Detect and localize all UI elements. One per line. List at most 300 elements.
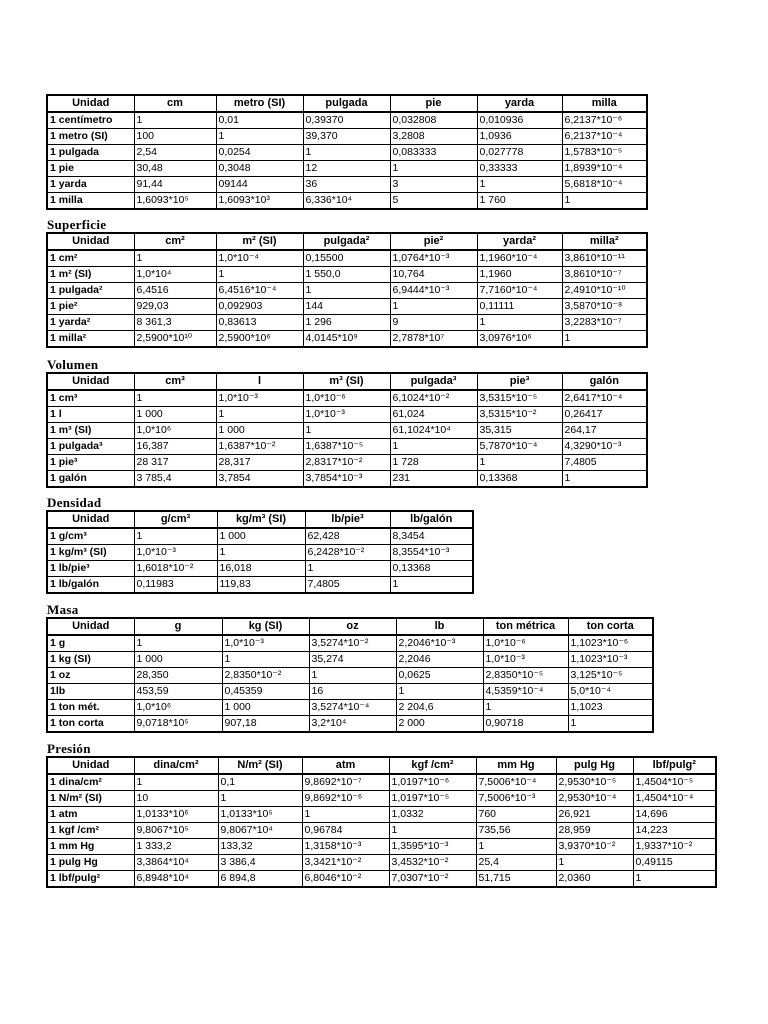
table-cell: 5 — [390, 193, 477, 210]
column-header: ton métrica — [483, 618, 568, 635]
table-cell: 1,0*10⁻⁶ — [303, 390, 390, 407]
column-header: kg/m³ (SI) — [217, 511, 305, 528]
column-header: galón — [562, 373, 647, 390]
table-cell: 14,223 — [633, 823, 716, 839]
table-row — [47, 283, 647, 299]
table-cell: 1,0764*10⁻³ — [390, 250, 477, 267]
table-cell: 1,0*10⁻³ — [303, 407, 390, 423]
table-cell: 7,0307*10⁻² — [389, 871, 476, 888]
row-label: 1 pulg Hg — [47, 855, 134, 871]
table-row — [47, 652, 653, 668]
table-cell: 1 — [483, 700, 568, 716]
table-cell: 1 — [134, 390, 216, 407]
table-row — [47, 700, 653, 716]
table-cell: 1,6093*10³ — [216, 193, 303, 210]
column-header: milla — [562, 95, 647, 112]
table-cell: 0,032808 — [390, 112, 477, 129]
row-label: 1 pulgada³ — [47, 439, 134, 455]
table-cell: 7,5006*10⁻³ — [476, 791, 556, 807]
table-cell: 16,018 — [217, 561, 305, 577]
column-header: g/cm³ — [134, 511, 217, 528]
table-cell: 2,0360 — [556, 871, 633, 888]
column-header: kgf /cm² — [389, 757, 476, 774]
table-cell: 3,7854*10⁻³ — [303, 471, 390, 488]
table-cell: 1,0*10⁻⁴ — [216, 250, 303, 267]
table-cell: 2,8317*10⁻² — [303, 455, 390, 471]
column-header: cm² — [134, 233, 216, 250]
table-cell: 14,696 — [633, 807, 716, 823]
column-header: milla² — [562, 233, 647, 250]
table-row — [47, 407, 647, 423]
row-label: 1 galón — [47, 471, 134, 488]
table-cell: 100 — [134, 129, 216, 145]
column-header: lb/galón — [390, 511, 473, 528]
table-cell: 3,4532*10⁻² — [389, 855, 476, 871]
table-row — [47, 423, 647, 439]
table-cell: 0,13368 — [390, 561, 473, 577]
section-longitud — [46, 94, 648, 210]
section-densidad — [46, 496, 474, 594]
table-row — [47, 855, 716, 871]
row-label: 1 m² (SI) — [47, 267, 134, 283]
table-cell: 30,48 — [134, 161, 216, 177]
table-cell: 6,2428*10⁻² — [305, 545, 390, 561]
table-cell: 8 361,3 — [134, 315, 216, 331]
table-row — [47, 684, 653, 700]
table-cell: 0,13368 — [477, 471, 562, 488]
row-label: 1 lb/galón — [47, 577, 134, 594]
table-cell: 1,0*10⁴ — [134, 267, 216, 283]
column-header: g — [134, 618, 222, 635]
table-cell: 3,0976*10⁶ — [477, 331, 562, 348]
table-cell: 1,0*10⁻³ — [222, 635, 309, 652]
row-label: 1 cm² — [47, 250, 134, 267]
table-cell: 4,0145*10⁹ — [303, 331, 390, 348]
table-row — [47, 250, 647, 267]
row-label: 1 l — [47, 407, 134, 423]
table-cell: 7,7160*10⁻⁴ — [477, 283, 562, 299]
table-cell: 1 — [390, 577, 473, 594]
table-cell: 1 — [562, 193, 647, 210]
table-row — [47, 668, 653, 684]
table-cell: 2,5900*10⁶ — [216, 331, 303, 348]
table-cell: 0,0254 — [216, 145, 303, 161]
header-row — [47, 511, 473, 528]
table-cell: 1,6093*10⁵ — [134, 193, 216, 210]
column-header: m² (SI) — [216, 233, 303, 250]
table-cell: 1 000 — [217, 528, 305, 545]
table-cell: 1,8939*10⁻⁴ — [562, 161, 647, 177]
table-cell: 0,26417 — [562, 407, 647, 423]
table-cell: 2,9530*10⁻⁵ — [556, 774, 633, 791]
table-cell: 1 — [477, 455, 562, 471]
table-cell: 1 — [302, 807, 389, 823]
table-cell: 10,764 — [390, 267, 477, 283]
table-row — [47, 390, 647, 407]
table-row — [47, 455, 647, 471]
table-cell: 1 — [216, 129, 303, 145]
table-cell: 3,125*10⁻⁵ — [568, 668, 653, 684]
table-cell: 1,1023*10⁻⁶ — [568, 635, 653, 652]
table-cell: 0,96784 — [302, 823, 389, 839]
table-cell: 3,3864*10⁴ — [134, 855, 218, 871]
row-label: 1 centímetro — [47, 112, 134, 129]
table-cell: 3,2283*10⁻⁷ — [562, 315, 647, 331]
table-cell: 3,8610*10⁻⁷ — [562, 267, 647, 283]
table-cell: 1 — [134, 112, 216, 129]
table-cell: 1 — [303, 145, 390, 161]
table-cell: 1 — [216, 267, 303, 283]
table-cell: 1 — [390, 161, 477, 177]
column-header: pie³ — [477, 373, 562, 390]
section-title: Volumen — [47, 357, 99, 372]
table-cell: 1,0133*10⁶ — [134, 807, 218, 823]
table-row — [47, 716, 653, 733]
table-cell: 1,0936 — [477, 129, 562, 145]
table-row — [47, 177, 647, 193]
table-cell: 0,092903 — [216, 299, 303, 315]
table-cell: 26,921 — [556, 807, 633, 823]
table-cell: 09144 — [216, 177, 303, 193]
table-cell: 6,4516*10⁻⁴ — [216, 283, 303, 299]
table-cell: 1,0*10⁻³ — [216, 390, 303, 407]
column-header: pie² — [390, 233, 477, 250]
table-row — [47, 193, 647, 210]
table-cell: 6,9444*10⁻³ — [390, 283, 477, 299]
table-row — [47, 635, 653, 652]
table-cell: 1 — [389, 823, 476, 839]
table-row — [47, 267, 647, 283]
column-header: pie — [390, 95, 477, 112]
table-cell: 1 — [556, 855, 633, 871]
section-title: Densidad — [47, 495, 102, 510]
table-row — [47, 823, 716, 839]
row-label: 1 lb/pie³ — [47, 561, 134, 577]
conversion-table — [46, 756, 717, 888]
column-header: Unidad — [47, 95, 134, 112]
header-row — [47, 618, 653, 635]
table-row — [47, 331, 647, 348]
column-header: pulgada — [303, 95, 390, 112]
table-cell: 5,0*10⁻⁴ — [568, 684, 653, 700]
table-row — [47, 145, 647, 161]
table-cell: 1 — [222, 652, 309, 668]
conversion-table — [46, 617, 654, 733]
table-cell: 1,0133*10⁵ — [218, 807, 302, 823]
table-cell: 1 — [562, 331, 647, 348]
table-row — [47, 471, 647, 488]
table-cell: 2,54 — [134, 145, 216, 161]
row-label: 1 atm — [47, 807, 134, 823]
table-cell: 6,2137*10⁻⁶ — [562, 112, 647, 129]
column-header: yarda² — [477, 233, 562, 250]
table-cell: 1 333,2 — [134, 839, 218, 855]
table-cell: 0,39370 — [303, 112, 390, 129]
table-cell: 3,2*10⁴ — [309, 716, 396, 733]
table-cell: 1 — [134, 774, 218, 791]
table-cell: 3,5315*10⁻⁵ — [477, 390, 562, 407]
table-cell: 1 — [562, 471, 647, 488]
table-cell: 907,18 — [222, 716, 309, 733]
table-cell: 3,7854 — [216, 471, 303, 488]
table-cell: 1 000 — [134, 407, 216, 423]
row-label: 1lb — [47, 684, 134, 700]
table-cell: 0,83613 — [216, 315, 303, 331]
table-cell: 3 386,4 — [218, 855, 302, 871]
table-cell: 2 204,6 — [396, 700, 483, 716]
row-label: 1 pie² — [47, 299, 134, 315]
table-row — [47, 439, 647, 455]
table-cell: 0,010936 — [477, 112, 562, 129]
table-cell: 119,83 — [217, 577, 305, 594]
row-label: 1 yarda² — [47, 315, 134, 331]
table-cell: 16 — [309, 684, 396, 700]
table-cell: 3,5274*10⁻⁴ — [309, 700, 396, 716]
table-cell: 39,370 — [303, 129, 390, 145]
column-header: l — [216, 373, 303, 390]
table-cell: 1,6387*10⁻⁵ — [303, 439, 390, 455]
table-cell: 760 — [476, 807, 556, 823]
table-cell: 1,0197*10⁻⁶ — [389, 774, 476, 791]
table-row — [47, 129, 647, 145]
table-cell: 16,387 — [134, 439, 216, 455]
table-cell: 62,428 — [305, 528, 390, 545]
table-cell: 28,317 — [216, 455, 303, 471]
table-cell: 453,59 — [134, 684, 222, 700]
table-row — [47, 561, 473, 577]
table-cell: 1 000 — [216, 423, 303, 439]
table-cell: 3,5274*10⁻² — [309, 635, 396, 652]
column-header: metro (SI) — [216, 95, 303, 112]
column-header: N/m² (SI) — [218, 757, 302, 774]
table-cell: 6,8046*10⁻² — [302, 871, 389, 888]
table-cell: 1 — [477, 177, 562, 193]
column-header: Unidad — [47, 373, 134, 390]
table-row — [47, 774, 716, 791]
table-cell: 1,4504*10⁻⁵ — [633, 774, 716, 791]
row-label: 1 pulgada — [47, 145, 134, 161]
table-cell: 1,5783*10⁻⁵ — [562, 145, 647, 161]
table-cell: 1 296 — [303, 315, 390, 331]
table-cell: 7,5006*10⁻⁴ — [476, 774, 556, 791]
column-header: cm — [134, 95, 216, 112]
table-cell: 1,0*10⁶ — [134, 423, 216, 439]
table-cell: 2,6417*10⁻⁴ — [562, 390, 647, 407]
row-label: 1 pie³ — [47, 455, 134, 471]
table-row — [47, 807, 716, 823]
table-cell: 0,1 — [218, 774, 302, 791]
table-cell: 1,4504*10⁻⁴ — [633, 791, 716, 807]
table-cell: 8,3554*10⁻³ — [390, 545, 473, 561]
column-header: lb — [396, 618, 483, 635]
table-row — [47, 112, 647, 129]
table-cell: 1 — [217, 545, 305, 561]
row-label: 1 N/m² (SI) — [47, 791, 134, 807]
table-cell: 1 728 — [390, 455, 477, 471]
table-cell: 9,8067*10⁴ — [218, 823, 302, 839]
row-label: 1 g — [47, 635, 134, 652]
table-cell: 1 — [309, 668, 396, 684]
table-cell: 2,9530*10⁻⁴ — [556, 791, 633, 807]
table-cell: 9,8067*10⁵ — [134, 823, 218, 839]
column-header: pulg Hg — [556, 757, 633, 774]
table-row — [47, 161, 647, 177]
header-row — [47, 233, 647, 250]
row-label: 1 pulgada² — [47, 283, 134, 299]
row-label: 1 milla — [47, 193, 134, 210]
table-cell: 1,9337*10⁻² — [633, 839, 716, 855]
table-cell: 28,959 — [556, 823, 633, 839]
table-row — [47, 871, 716, 888]
table-cell: 9,0718*10⁵ — [134, 716, 222, 733]
conversion-table — [46, 232, 648, 348]
column-header: Unidad — [47, 757, 134, 774]
table-cell: 144 — [303, 299, 390, 315]
table-cell: 1 — [216, 407, 303, 423]
table-cell: 2,2046*10⁻³ — [396, 635, 483, 652]
table-cell: 0,49115 — [633, 855, 716, 871]
table-cell: 51,715 — [476, 871, 556, 888]
table-cell: 1,1960*10⁻⁴ — [477, 250, 562, 267]
table-cell: 0,01 — [216, 112, 303, 129]
section-presion — [46, 742, 717, 888]
table-cell: 3,5315*10⁻² — [477, 407, 562, 423]
table-cell: 3,8610*10⁻¹¹ — [562, 250, 647, 267]
table-cell: 1,0*10⁻⁶ — [483, 635, 568, 652]
row-label: 1 lbf/pulg² — [47, 871, 134, 888]
table-cell: 2 000 — [396, 716, 483, 733]
table-cell: 0,027778 — [477, 145, 562, 161]
table-cell: 35,315 — [477, 423, 562, 439]
column-header: yarda — [477, 95, 562, 112]
table-cell: 61,024 — [390, 407, 477, 423]
table-cell: 2,4910*10⁻¹⁰ — [562, 283, 647, 299]
column-header: cm³ — [134, 373, 216, 390]
row-label: 1 cm³ — [47, 390, 134, 407]
row-label: 1 pie — [47, 161, 134, 177]
row-label: 1 milla² — [47, 331, 134, 348]
row-label: 1 kgf /cm² — [47, 823, 134, 839]
table-cell: 2,5900*10¹⁰ — [134, 331, 216, 348]
conversion-table — [46, 94, 648, 210]
table-row — [47, 791, 716, 807]
table-cell: 4,5359*10⁻⁴ — [483, 684, 568, 700]
table-cell: 0,33333 — [477, 161, 562, 177]
row-label: 1 yarda — [47, 177, 134, 193]
table-cell: 2,2046 — [396, 652, 483, 668]
table-cell: 1 550,0 — [303, 267, 390, 283]
table-cell: 1 — [134, 635, 222, 652]
column-header: atm — [302, 757, 389, 774]
table-row — [47, 299, 647, 315]
table-cell: 3,9370*10⁻² — [556, 839, 633, 855]
row-label: 1 metro (SI) — [47, 129, 134, 145]
table-cell: 6,2137*10⁻⁴ — [562, 129, 647, 145]
table-cell: 1,0*10⁻³ — [134, 545, 217, 561]
table-cell: 1 — [390, 439, 477, 455]
section-title: Presión — [47, 741, 91, 756]
table-cell: 3,2808 — [390, 129, 477, 145]
row-label: 1 mm Hg — [47, 839, 134, 855]
table-cell: 1 — [305, 561, 390, 577]
table-cell: 1 — [134, 528, 217, 545]
row-label: 1 ton mét. — [47, 700, 134, 716]
table-cell: 3 785,4 — [134, 471, 216, 488]
table-cell: 5,7870*10⁻⁴ — [477, 439, 562, 455]
row-label: 1 ton corta — [47, 716, 134, 733]
column-header: oz — [309, 618, 396, 635]
table-cell: 1 000 — [222, 700, 309, 716]
table-row — [47, 315, 647, 331]
header-row — [47, 757, 716, 774]
table-cell: 1 — [218, 791, 302, 807]
table-cell: 28 317 — [134, 455, 216, 471]
table-cell: 231 — [390, 471, 477, 488]
table-cell: 6,4516 — [134, 283, 216, 299]
table-cell: 1 — [568, 716, 653, 733]
conversion-table — [46, 510, 474, 594]
table-cell: 9,8692*10⁻⁷ — [302, 774, 389, 791]
conversion-table — [46, 372, 648, 488]
table-cell: 1,1960 — [477, 267, 562, 283]
column-header: pulgada³ — [390, 373, 477, 390]
table-cell: 1 — [303, 283, 390, 299]
table-cell: 6,336*10⁴ — [303, 193, 390, 210]
table-row — [47, 577, 473, 594]
table-cell: 0,90718 — [483, 716, 568, 733]
table-cell: 1,3158*10⁻³ — [302, 839, 389, 855]
row-label: 1 dina/cm² — [47, 774, 134, 791]
table-cell: 2,7878*10⁷ — [390, 331, 477, 348]
table-cell: 1,0*10⁻³ — [483, 652, 568, 668]
column-header: m³ (SI) — [303, 373, 390, 390]
table-cell: 1 — [476, 839, 556, 855]
table-cell: 0,0625 — [396, 668, 483, 684]
column-header: ton corta — [568, 618, 653, 635]
table-cell: 1 — [134, 250, 216, 267]
table-cell: 1,3595*10⁻³ — [389, 839, 476, 855]
table-cell: 8,3454 — [390, 528, 473, 545]
table-cell: 35,274 — [309, 652, 396, 668]
column-header: dina/cm² — [134, 757, 218, 774]
column-header: kg (SI) — [222, 618, 309, 635]
table-cell: 7,4805 — [305, 577, 390, 594]
table-cell: 10 — [134, 791, 218, 807]
table-cell: 12 — [303, 161, 390, 177]
table-cell: 2,8350*10⁻⁵ — [483, 668, 568, 684]
table-cell: 5,6818*10⁻⁴ — [562, 177, 647, 193]
table-cell: 0,083333 — [390, 145, 477, 161]
table-cell: 36 — [303, 177, 390, 193]
column-header: pulgada² — [303, 233, 390, 250]
table-cell: 929,03 — [134, 299, 216, 315]
header-row — [47, 95, 647, 112]
table-cell: 1 760 — [477, 193, 562, 210]
table-cell: 1 — [477, 315, 562, 331]
table-cell: 3 — [390, 177, 477, 193]
table-cell: 1 — [303, 423, 390, 439]
table-cell: 1 000 — [134, 652, 222, 668]
row-label: 1 m³ (SI) — [47, 423, 134, 439]
table-cell: 1,0*10⁶ — [134, 700, 222, 716]
table-cell: 61,1024*10⁴ — [390, 423, 477, 439]
table-cell: 6,1024*10⁻² — [390, 390, 477, 407]
column-header: Unidad — [47, 618, 134, 635]
table-cell: 1,1023 — [568, 700, 653, 716]
section-volumen — [46, 358, 648, 488]
table-cell: 1,0332 — [389, 807, 476, 823]
table-cell: 25,4 — [476, 855, 556, 871]
